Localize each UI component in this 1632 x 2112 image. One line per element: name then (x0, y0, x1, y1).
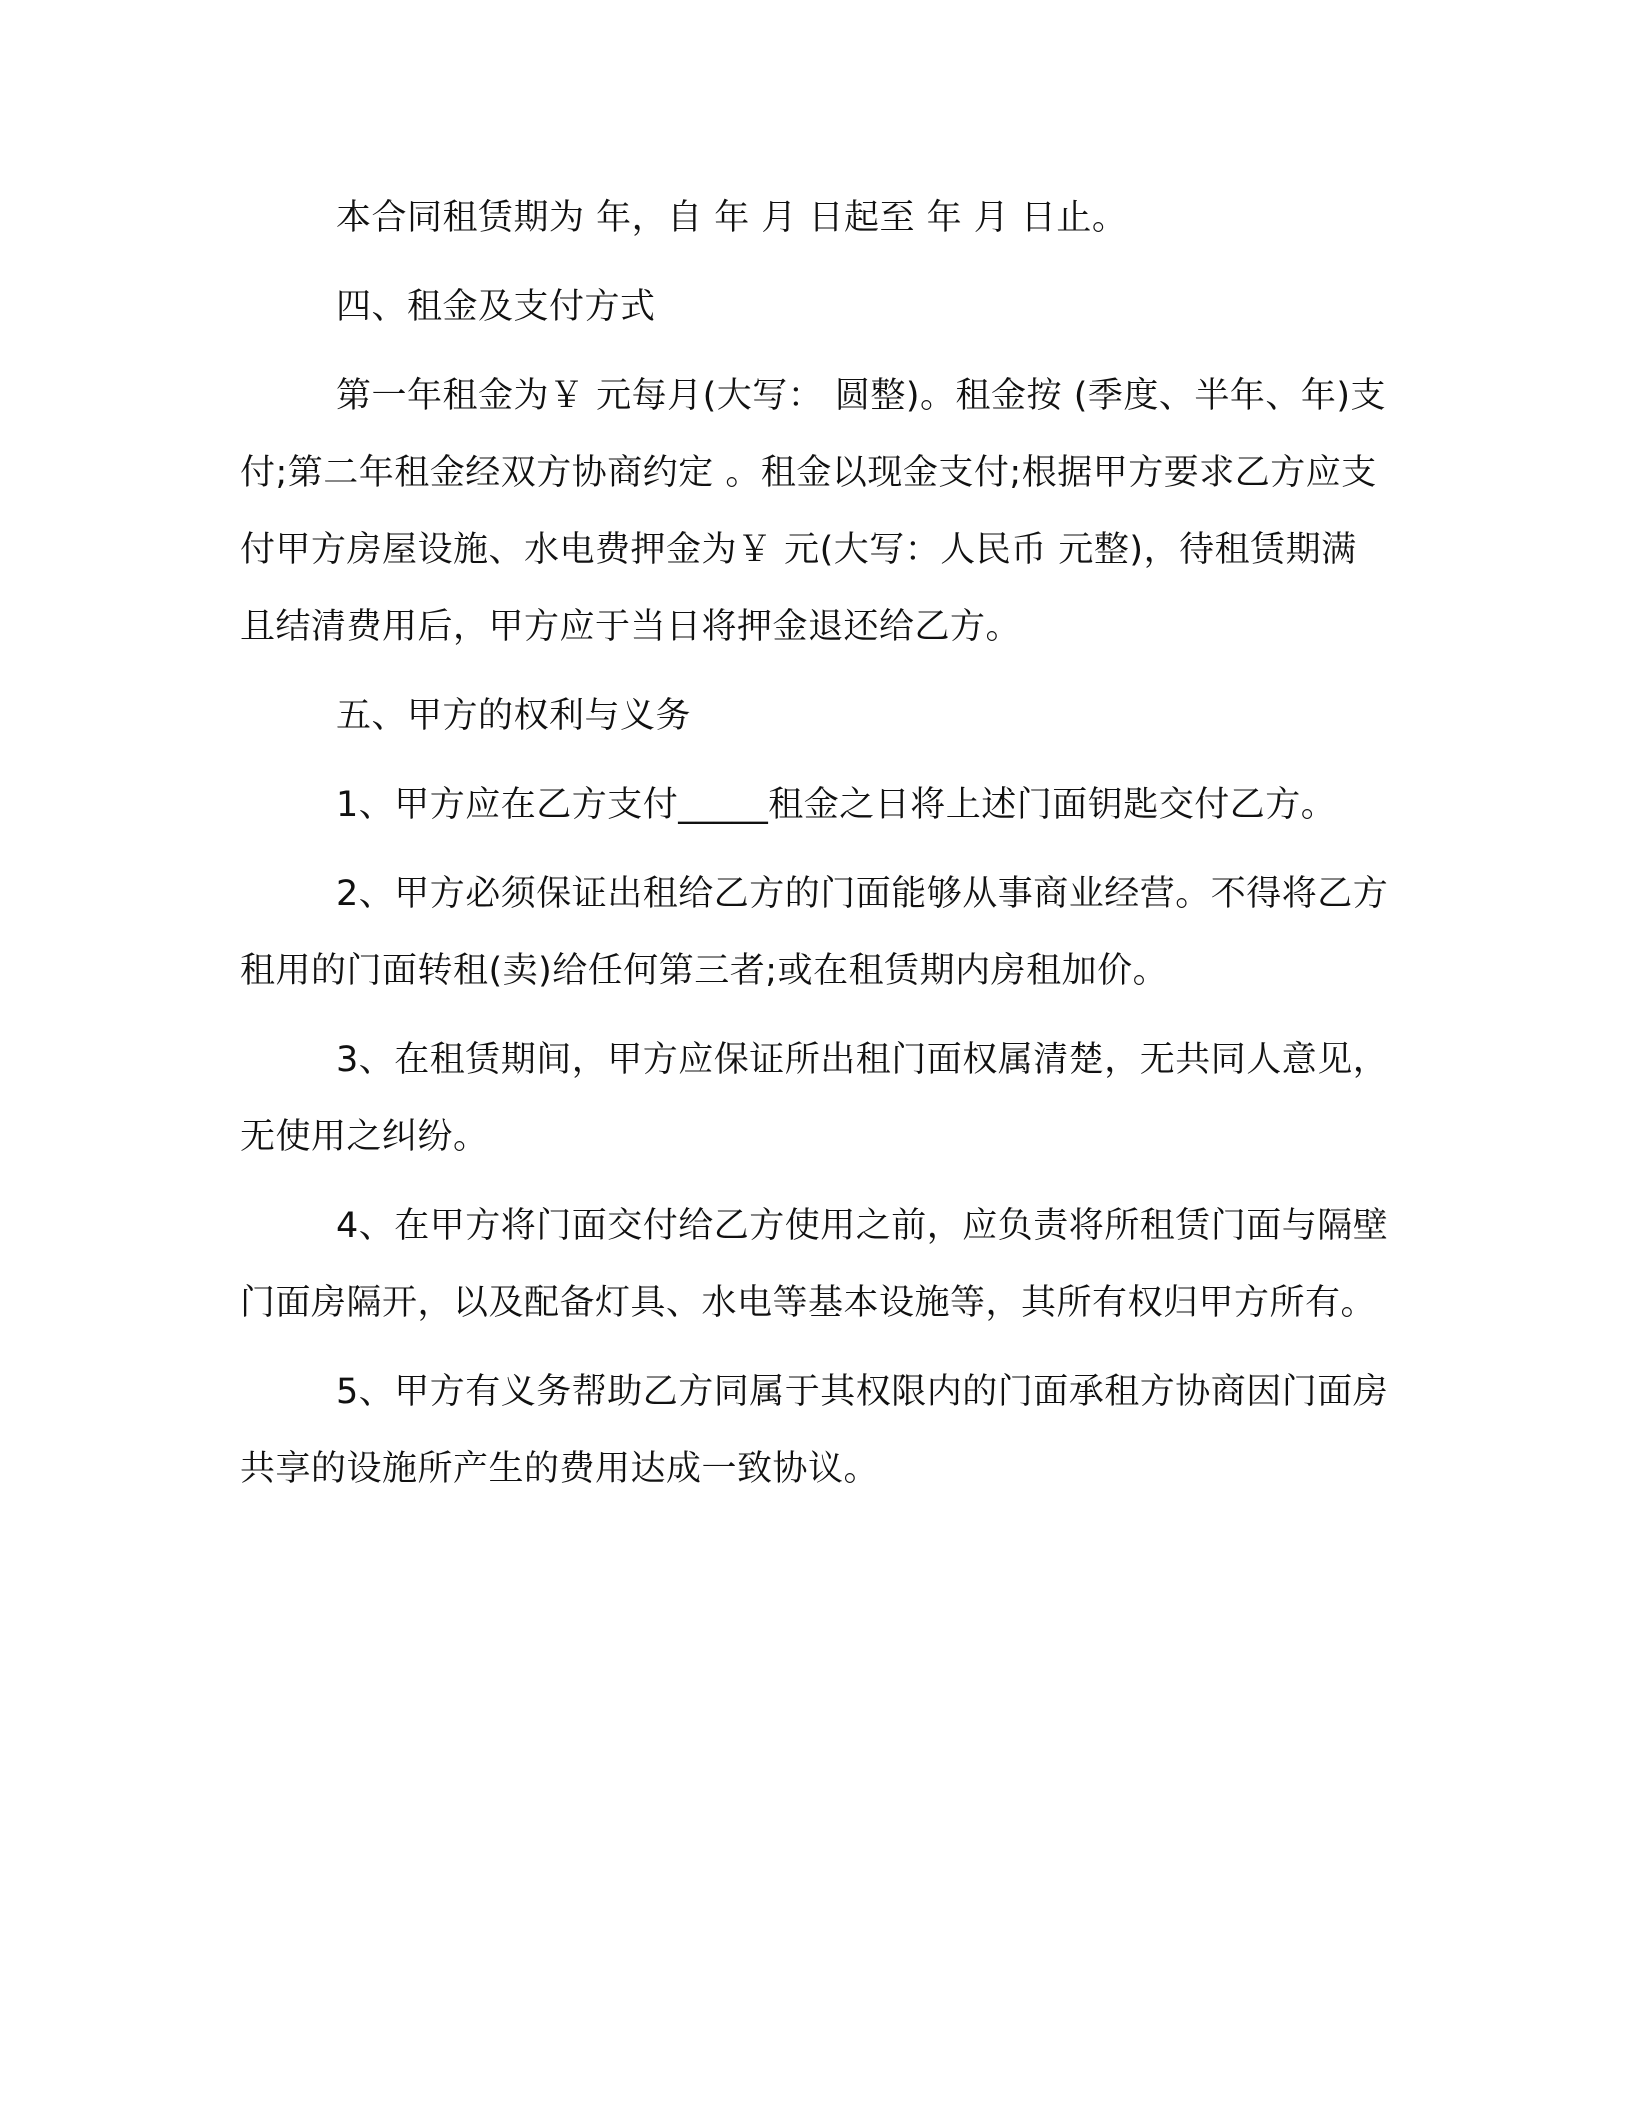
section-heading-lessor-rights: 五、甲方的权利与义务 (336, 696, 692, 736)
clause-4: 4、在甲方将门面交付给乙方使用之前，应负责将所租赁门面与隔壁门面房隔开，以及配备灯具、水电等基本设施等，其所有权归甲方所有。 (240, 1206, 1389, 1323)
clause-5: 5、甲方有义务帮助乙方同属于其权限内的门面承租方协商因门面房共享的设施所产生的费用达成一致协议。 (240, 1372, 1389, 1489)
section-heading-rent: 四、租金及支付方式 (336, 287, 656, 327)
clause-3: 3、在租赁期间，甲方应保证所出租门面权属清楚，无共同人意见，无使用之纠纷。 (240, 1040, 1389, 1157)
clause-1: 1、甲方应在乙方支付_____租金之日将上述门面钥匙交付乙方。 (336, 785, 1337, 825)
rent-payment-paragraph: 第一年租金为￥ 元每月(大写： 圆整)。租金按 (季度、半年、年)支付;第二年租金经双方协商约定 。租金以现金支付;根据甲方要求乙方应支付甲方房屋设施、水电费押金为￥ 元(大写：人民币 元整)，待租赁期满且结清费用后，甲方应于当日将押金退还给乙方。 (240, 376, 1386, 647)
document-body (240, 180, 1392, 1508)
clause-2: 2、甲方必须保证出租给乙方的门面能够从事商业经营。不得将乙方租用的门面转租(卖)给任何第三者;或在租赁期内房租加价。 (240, 874, 1389, 991)
lease-term-paragraph: 本合同租赁期为 年，自 年 月 日起至 年 月 日止。 (336, 198, 1128, 238)
